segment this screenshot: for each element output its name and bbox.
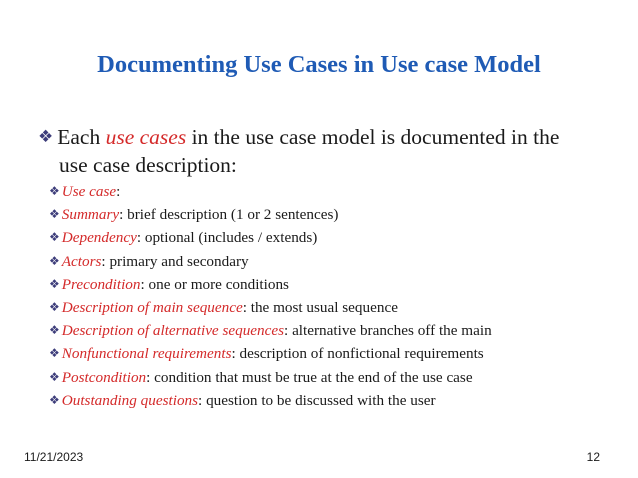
item-text: : primary and secondary	[101, 252, 249, 270]
item-term: Nonfunctional requirements	[61, 345, 232, 363]
item-term: Description of alternative sequences	[61, 322, 285, 340]
item-term: Actors	[61, 252, 102, 270]
diamond-bullet-icon: ❖	[38, 127, 54, 147]
diamond-bullet-icon: ❖	[49, 392, 60, 407]
item-text: : one or more conditions	[140, 275, 289, 293]
list-item	[49, 319, 629, 342]
item-text: : description of nonfictional requirements	[231, 345, 484, 363]
list-item	[49, 226, 629, 249]
item-term: Description of main sequence	[61, 298, 243, 316]
list-item	[49, 342, 629, 365]
item-term: Dependency	[61, 229, 137, 247]
item-text: : brief description (1 or 2 sentences)	[119, 206, 339, 224]
diamond-bullet-icon: ❖	[49, 184, 60, 198]
list-item	[49, 203, 629, 226]
main-bullet-continuation: use case description:	[59, 153, 237, 177]
list-item	[49, 366, 629, 389]
diamond-bullet-icon: ❖	[49, 323, 60, 338]
main-bullet-emphasis: use cases	[105, 125, 187, 149]
list-item	[49, 180, 629, 203]
list-item	[49, 296, 629, 319]
use-case-fields-list	[49, 180, 629, 412]
item-term: Precondition	[61, 275, 141, 293]
page-number: 12	[586, 450, 600, 464]
main-bullet-text-before: Each	[57, 125, 106, 149]
diamond-bullet-icon: ❖	[49, 276, 60, 291]
list-item	[49, 273, 629, 296]
item-text: : question to be discussed with the user	[198, 391, 436, 409]
main-bullet-text-after: in the use case model is documented in the	[186, 125, 560, 149]
item-text: : condition that must be true at the end of the use case	[146, 368, 473, 386]
item-term: Use case	[61, 183, 117, 200]
item-text: : alternative branches off the main	[284, 322, 492, 340]
slide-title: Documenting Use Cases in Use case Model	[97, 51, 541, 78]
list-item	[49, 250, 629, 273]
item-term: Postcondition	[61, 368, 147, 386]
footer-date: 11/21/2023	[24, 450, 84, 464]
item-term: Summary	[61, 206, 120, 224]
item-text: :	[116, 183, 121, 200]
diamond-bullet-icon: ❖	[49, 207, 60, 222]
diamond-bullet-icon: ❖	[49, 253, 60, 268]
diamond-bullet-icon: ❖	[49, 230, 60, 245]
item-term: Outstanding questions	[61, 391, 199, 409]
diamond-bullet-icon: ❖	[49, 369, 60, 384]
diamond-bullet-icon: ❖	[49, 299, 60, 314]
item-text: : optional (includes / extends)	[136, 229, 318, 247]
list-item	[49, 389, 629, 412]
item-text: : the most usual sequence	[242, 298, 398, 316]
main-bullet	[38, 124, 618, 178]
diamond-bullet-icon: ❖	[49, 346, 60, 361]
